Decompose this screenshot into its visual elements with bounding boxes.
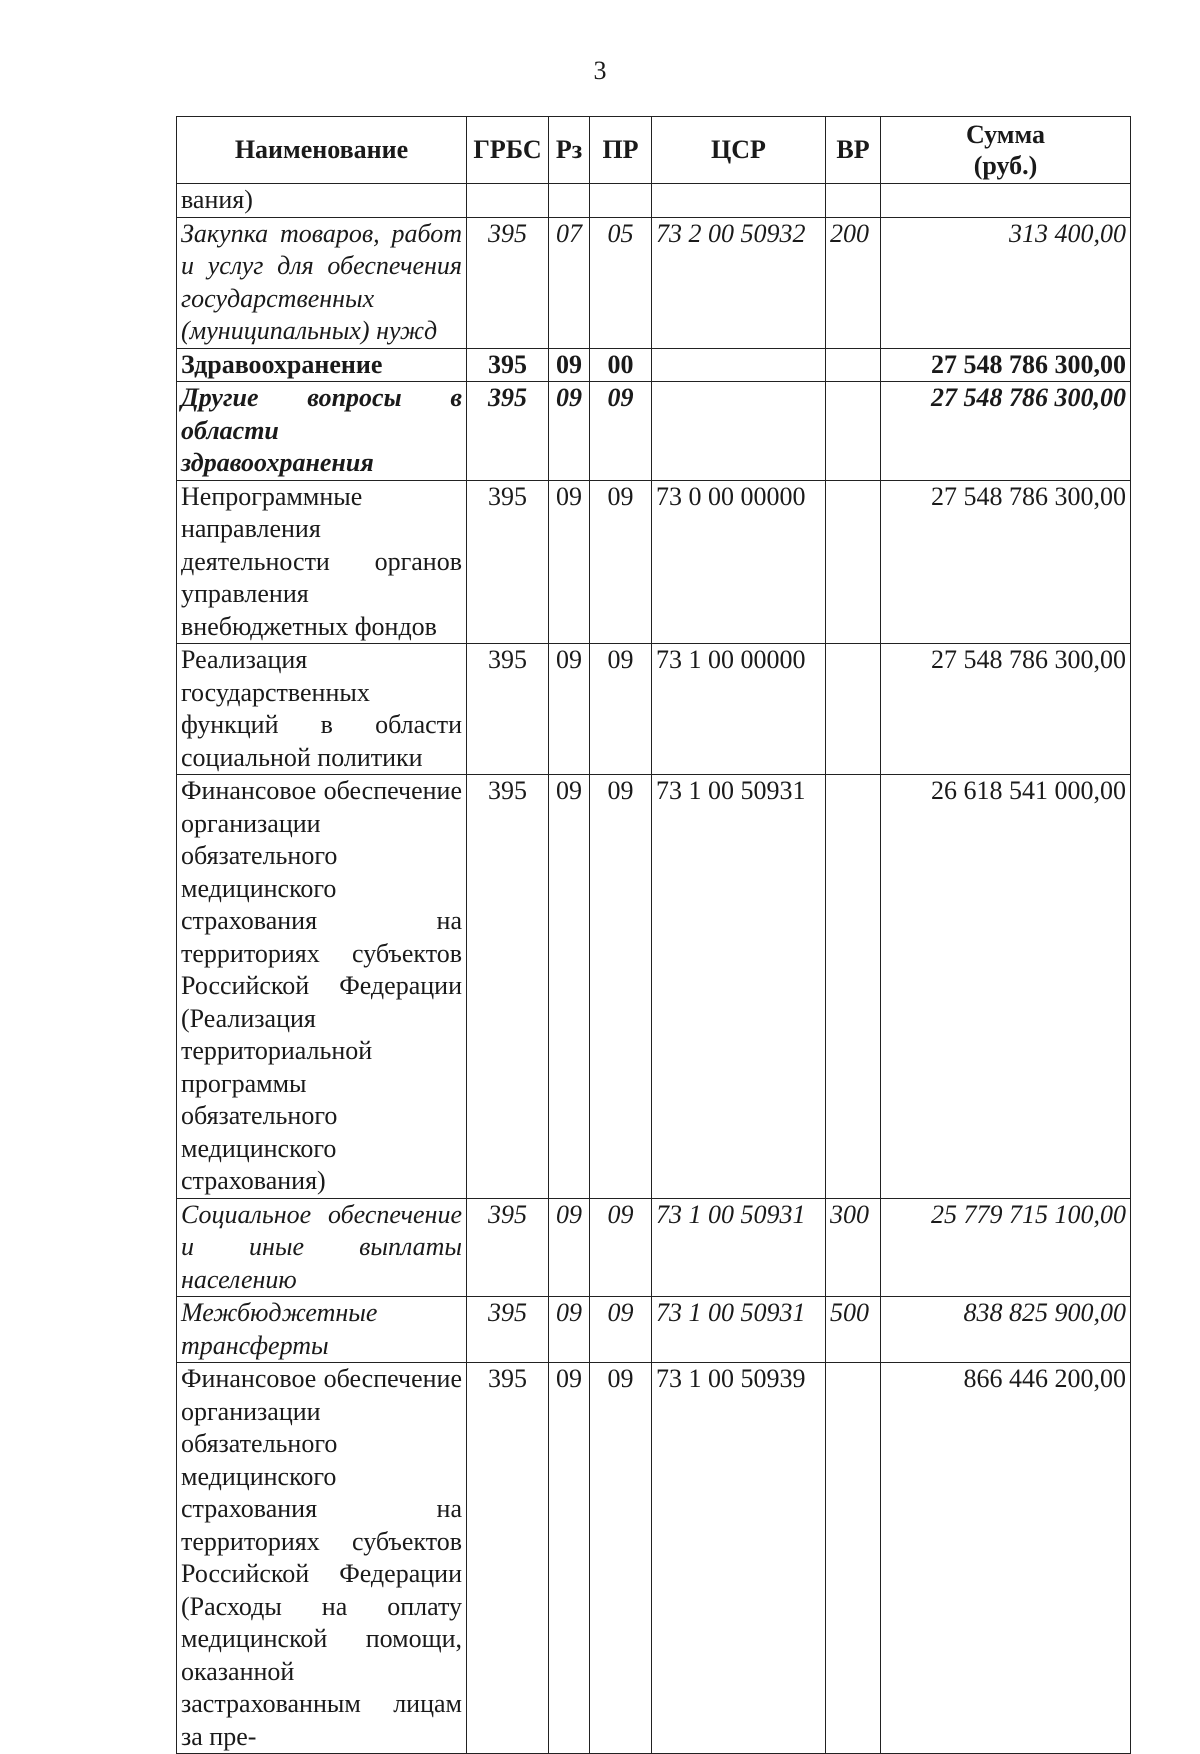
row-csr: 73 1 00 50931: [652, 1198, 826, 1297]
row-vr: 300: [826, 1198, 881, 1297]
row-rz: 09: [549, 644, 590, 775]
row-rz: 09: [549, 1363, 590, 1754]
row-name: вания): [177, 184, 467, 218]
row-csr: 73 1 00 50939: [652, 1363, 826, 1754]
row-pr: [590, 184, 652, 218]
row-pr: 05: [590, 217, 652, 348]
row-sum: 27 548 786 300,00: [881, 644, 1131, 775]
row-name: Межбюджетные трансферты: [177, 1297, 467, 1363]
row-vr: [826, 184, 881, 218]
row-vr: [826, 382, 881, 481]
row-rz: [549, 184, 590, 218]
row-pr: 09: [590, 382, 652, 481]
row-name: Другие вопросы в области здравоохранения: [177, 382, 467, 481]
row-sum: 838 825 900,00: [881, 1297, 1131, 1363]
row-name: Здравоохранение: [177, 348, 467, 382]
row-vr: [826, 644, 881, 775]
row-sum: [881, 184, 1131, 218]
row-grbs: 395: [467, 644, 549, 775]
row-name: Социальное обеспечение и иные выплаты населению: [177, 1198, 467, 1297]
row-sum: 25 779 715 100,00: [881, 1198, 1131, 1297]
row-name: Закупка товаров, работ и услуг для обеспечения государственных (муниципальных) нужд: [177, 217, 467, 348]
table-row: [177, 1198, 1131, 1297]
row-csr: [652, 184, 826, 218]
row-rz: 09: [549, 1297, 590, 1363]
row-grbs: [467, 184, 549, 218]
row-rz: 09: [549, 382, 590, 481]
table-row: [177, 775, 1131, 1199]
header-rz: Рз: [549, 117, 590, 184]
row-pr: 09: [590, 1198, 652, 1297]
row-grbs: 395: [467, 1198, 549, 1297]
budget-table: [176, 116, 1131, 1754]
table-row: [177, 348, 1131, 382]
row-csr: 73 2 00 50932: [652, 217, 826, 348]
row-vr: [826, 480, 881, 644]
row-grbs: 395: [467, 480, 549, 644]
row-sum: 866 446 200,00: [881, 1363, 1131, 1754]
table-row: [177, 1363, 1131, 1754]
table-row: [177, 382, 1131, 481]
row-vr: [826, 1363, 881, 1754]
row-csr: 73 1 00 50931: [652, 775, 826, 1199]
row-sum: 313 400,00: [881, 217, 1131, 348]
row-pr: 00: [590, 348, 652, 382]
row-name: Финансовое обеспечение организации обязательного медицинского страхования на территориях субъектов Российской Федерации (Реализация территориальной программы обязательного медицинского страхования): [177, 775, 467, 1199]
row-vr: [826, 348, 881, 382]
header-pr: ПР: [590, 117, 652, 184]
header-grbs: ГРБС: [467, 117, 549, 184]
row-grbs: 395: [467, 382, 549, 481]
row-vr: 200: [826, 217, 881, 348]
table-row: [177, 480, 1131, 644]
row-grbs: 395: [467, 348, 549, 382]
row-csr: [652, 382, 826, 481]
row-sum: 27 548 786 300,00: [881, 348, 1131, 382]
row-sum: 26 618 541 000,00: [881, 775, 1131, 1199]
row-pr: 09: [590, 775, 652, 1199]
header-csr: ЦСР: [652, 117, 826, 184]
row-name: Реализация государственных функций в области социальной политики: [177, 644, 467, 775]
row-rz: 09: [549, 480, 590, 644]
row-sum: 27 548 786 300,00: [881, 480, 1131, 644]
row-rz: 09: [549, 775, 590, 1199]
row-rz: 09: [549, 1198, 590, 1297]
row-grbs: 395: [467, 217, 549, 348]
row-vr: [826, 775, 881, 1199]
table-row: [177, 217, 1131, 348]
row-name: Финансовое обеспечение организации обязательного медицинского страхования на территориях субъектов Российской Федерации (Расходы на оплату медицинской помощи, оказанной застрахованным лицам за пре-: [177, 1363, 467, 1754]
row-grbs: 395: [467, 1363, 549, 1754]
row-pr: 09: [590, 1363, 652, 1754]
table-row: [177, 1297, 1131, 1363]
row-vr: 500: [826, 1297, 881, 1363]
row-pr: 09: [590, 480, 652, 644]
row-name: Непрограммные направления деятельности органов управления внебюджетных фондов: [177, 480, 467, 644]
row-grbs: 395: [467, 1297, 549, 1363]
row-csr: 73 1 00 50931: [652, 1297, 826, 1363]
row-pr: 09: [590, 644, 652, 775]
header-vr: ВР: [826, 117, 881, 184]
page-number: 3: [593, 56, 607, 85]
header-sum: [881, 117, 1131, 184]
table-row: [177, 644, 1131, 775]
row-csr: 73 1 00 00000: [652, 644, 826, 775]
header-row: [177, 117, 1131, 184]
row-rz: 09: [549, 348, 590, 382]
row-csr: 73 0 00 00000: [652, 480, 826, 644]
row-pr: 09: [590, 1297, 652, 1363]
table-row: [177, 184, 1131, 218]
header-name: Наименование: [177, 117, 467, 184]
row-csr: [652, 348, 826, 382]
row-rz: 07: [549, 217, 590, 348]
row-sum: 27 548 786 300,00: [881, 382, 1131, 481]
header-sum-line2: (руб.): [973, 151, 1038, 180]
header-sum-line1: Сумма: [965, 120, 1046, 149]
row-grbs: 395: [467, 775, 549, 1199]
